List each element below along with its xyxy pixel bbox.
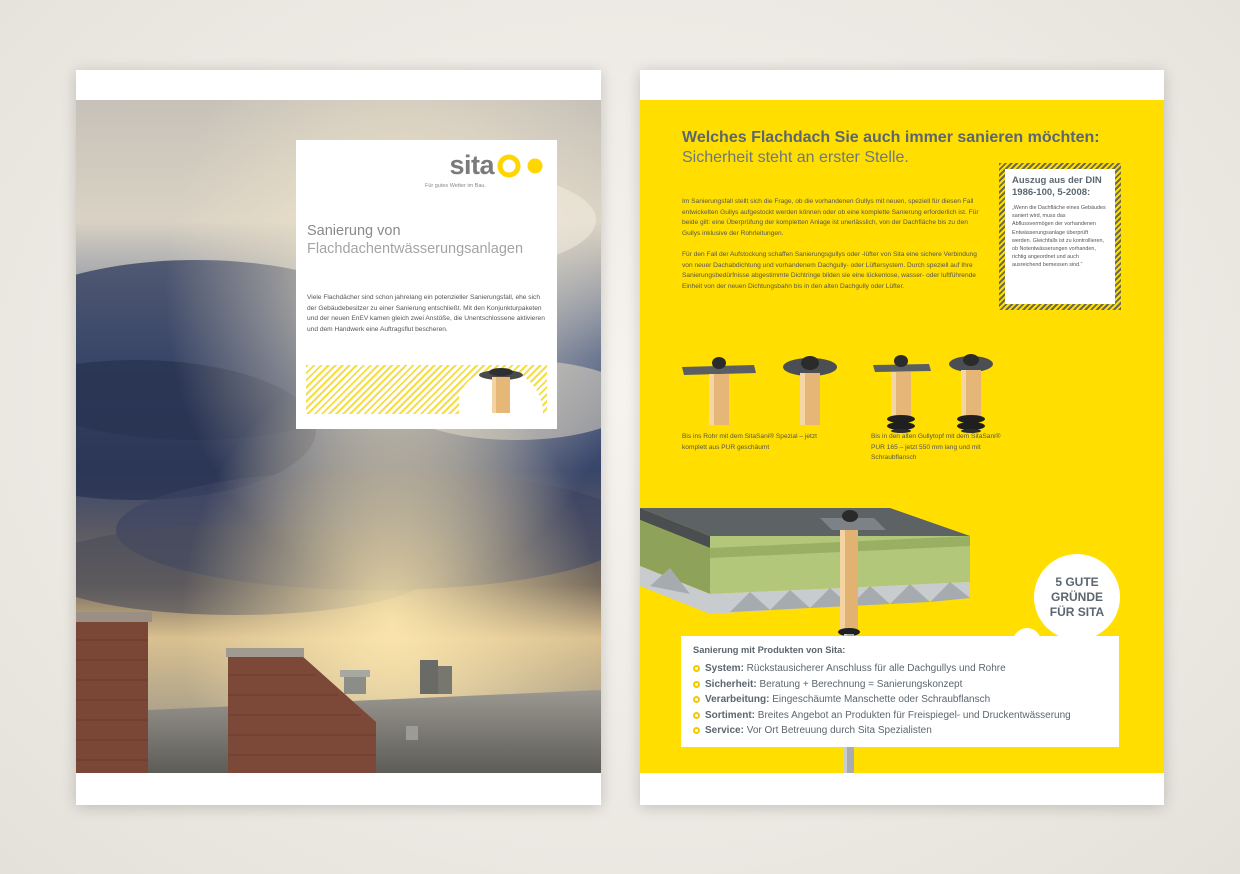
din-quote-box bbox=[999, 163, 1121, 310]
product-caption-1: Bis ins Rohr mit dem SitaSani® Spezial – jetzt komplett aus PUR geschäumt bbox=[682, 433, 817, 451]
logo-tagline: Für gutes Wetter im Bau. bbox=[424, 183, 486, 189]
cover-title-card bbox=[296, 140, 557, 429]
din-quote-text: „Wenn die Dachfläche eines Gebäudes saniert wird, muss das Abflussvermögen der vorhandenen Entwässerungsanlage überprüft werden. Gleichfalls ist zu kontrollieren, ob Notentwässerungen vorhanden, richtig angeordnet und auch ausreichend bemessen sind.“ bbox=[1012, 205, 1106, 269]
sita-logo: sita bbox=[449, 150, 494, 180]
cover-subtitle: Flachdachentwässerungsanlagen bbox=[307, 241, 524, 257]
cover-title: Sanierung von bbox=[307, 223, 401, 239]
benefit-item: System: Rückstausicherer Anschluss für alle Dachgullys und Rohre bbox=[693, 661, 1107, 677]
bullet-circle-icon bbox=[693, 681, 700, 688]
five-reasons-badge bbox=[1034, 554, 1120, 640]
din-quote-title: Auszug aus der DIN 1986-100, 5-2008: bbox=[1012, 175, 1102, 198]
sitasani-spezial-product-2 bbox=[780, 353, 840, 425]
five-reasons-text: 5 GUTE GRÜNDE FÜR SITA bbox=[1049, 574, 1105, 619]
benefit-item: Sortiment: Breites Angebot an Produkten für Freispiegel- und Druckentwässerung bbox=[693, 708, 1107, 724]
benefits-title: Sanierung mit Produkten von Sita: bbox=[693, 645, 846, 655]
benefit-item: Verarbeitung: Eingeschäumte Manschette oder Schraubflansch bbox=[693, 692, 1107, 708]
sitasani-spezial-product-1 bbox=[682, 355, 756, 425]
yellow-content-area bbox=[640, 100, 1164, 773]
sitasani-pur-product-2 bbox=[946, 351, 996, 433]
benefits-box bbox=[681, 636, 1119, 747]
cover-page bbox=[76, 70, 601, 805]
bullet-circle-icon bbox=[693, 696, 700, 703]
inside-subheading: Sicherheit steht an erster Stelle. bbox=[682, 149, 909, 166]
drain-product-image bbox=[459, 355, 545, 415]
din-quote-inner bbox=[1005, 169, 1115, 304]
inside-heading: Welches Flachdach Sie auch immer sanieren möchten: bbox=[682, 129, 1100, 146]
benefit-item: Sicherheit: Beratung + Berechnung = Sanierungskonzept bbox=[693, 677, 1107, 693]
cover-body-text: Viele Flachdächer sind schon jahrelang ein potenzieller Sanierungsfall, ehe sich der Gebäudebesitzer zu einer Sanierung entschließt. Mit den Konjunkturpaketen und der neuen EnEV kamen gleich zwei Anstöße, die Unentschlossene aktivieren und dem Handwerk eine Auftragsflut bescheren. bbox=[307, 294, 545, 333]
product-caption-2: Bis in den alten Gullytopf mit dem SitaSani® PUR 165 – jetzt 550 mm lang und mit Schraubflansch bbox=[871, 433, 1001, 461]
benefit-item: Service: Vor Ort Betreuung durch Sita Spezialisten bbox=[693, 723, 1107, 739]
sita-rings-icon bbox=[497, 154, 545, 178]
sitasani-pur-product-1 bbox=[871, 353, 931, 433]
bullet-circle-icon bbox=[693, 727, 700, 734]
intro-paragraph: Im Sanierungsfall stellt sich die Frage, ob die vorhandenen Gullys mit neuen, speziell für diesen Fall entwickelten Gullys aufgestockt werden können oder ob eine komplette Sanierung erforderlich ist. Für beide gilt: eine Überprüfung der kompletten Anlage ist unerlässlich, von der Dachfläche bis zu den Gullys inklusive der Rohrleitungen. bbox=[682, 198, 979, 237]
bullet-circle-icon bbox=[693, 665, 700, 672]
bullet-circle-icon bbox=[693, 712, 700, 719]
inside-page bbox=[640, 70, 1164, 805]
renovation-paragraph: Für den Fall der Aufstockung schaffen Sanierungsgullys oder -lüfter von Sita eine sichere Verbindung von neuer Dachabdichtung und vorhandenem Dachgully- oder Lüftersystem. Durch speziell auf Ihre Sanierungsbedürfnisse abgestimmte Dichtringe bilden sie eine lückenlose, wasser- oder luftführende Einheit von der neuen Dichtungsbahn bis in den alten Dachgully oder Lüfter. bbox=[682, 251, 977, 290]
